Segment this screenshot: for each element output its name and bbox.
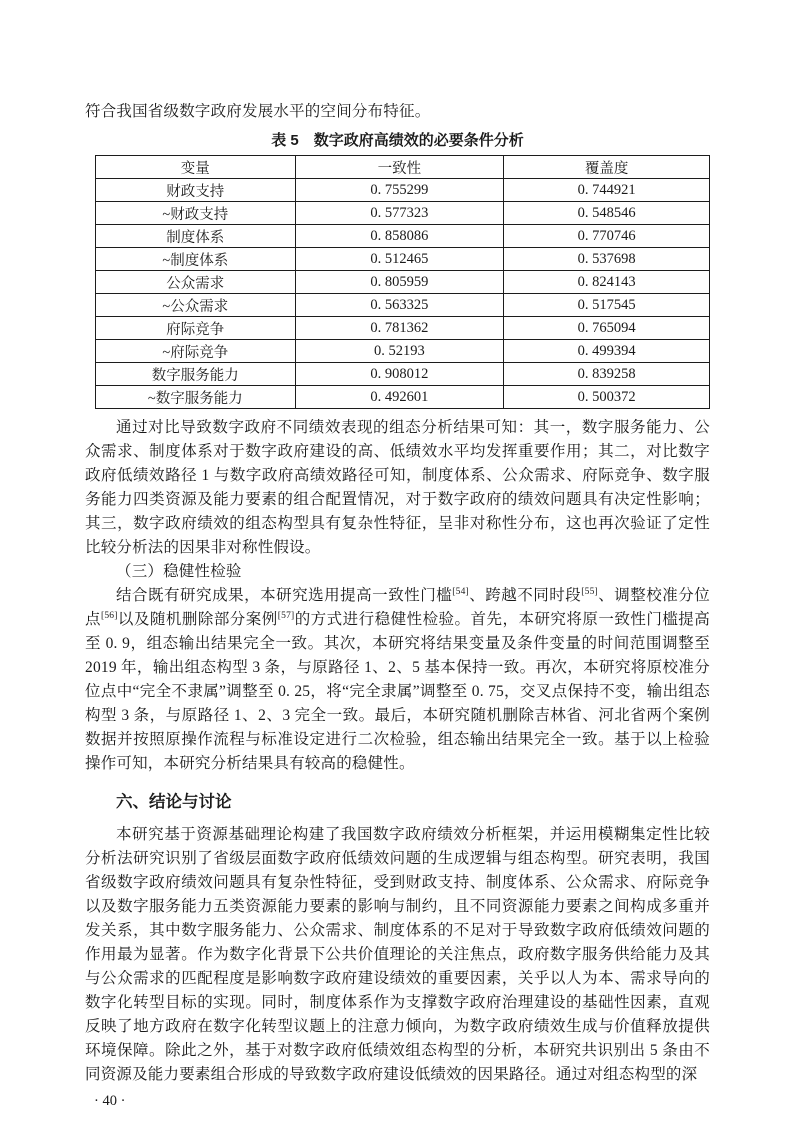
col-header-coverage: 覆盖度 xyxy=(504,156,710,179)
table-row xyxy=(96,363,710,386)
table-row xyxy=(96,294,710,317)
cell-variable: ~财政支持 xyxy=(96,202,296,225)
robustness-text-segment: 、跨越不同时段 xyxy=(468,587,582,604)
citation-ref-56: [56] xyxy=(100,610,118,621)
robustness-text-segment: 结合既有研究成果，本研究选用提高一致性门槛 xyxy=(116,587,453,604)
cell-consistency: 0. 512465 xyxy=(295,248,504,271)
cell-coverage: 0. 548546 xyxy=(504,202,710,225)
cell-variable: ~制度体系 xyxy=(96,248,296,271)
cell-consistency: 0. 858086 xyxy=(295,225,504,248)
cell-consistency: 0. 781362 xyxy=(295,317,504,340)
robustness-text-segment: 以及随机删除部分案例 xyxy=(117,611,278,628)
col-header-consistency: 一致性 xyxy=(295,156,504,179)
necessity-analysis-table xyxy=(95,155,710,409)
page-number: · 40 · xyxy=(94,1093,126,1109)
table-row xyxy=(96,386,710,409)
cell-variable: 数字服务能力 xyxy=(96,363,296,386)
table-header-row xyxy=(96,156,710,179)
cell-variable: 公众需求 xyxy=(96,271,296,294)
cell-variable: ~公众需求 xyxy=(96,294,296,317)
robustness-text-segment: 、调整校准分位点 xyxy=(85,587,711,628)
cell-coverage: 0. 537698 xyxy=(504,248,710,271)
cell-coverage: 0. 744921 xyxy=(504,179,710,202)
table-title: 表 5 数字政府高绩效的必要条件分析 xyxy=(271,132,524,149)
cell-coverage: 0. 517545 xyxy=(504,294,710,317)
cell-consistency: 0. 577323 xyxy=(295,202,504,225)
table-row xyxy=(96,248,710,271)
cell-variable: 制度体系 xyxy=(96,225,296,248)
robustness-text-segment: 的方式进行稳健性检验。首先，本研究将原一致性门槛提高至 0. 9，组态输出结果完全一致。其次，本研究将结果变量及条件变量的时间范围调整至 2019 年，输出组态构型 3 条，与原路径 1、2、5 基本保持一致。再次，本研究将原校准分位点中“完全不隶属”调整至 0. 25，将“完全隶属”调整至 0. 75，交叉点保持不变，输出组态构型 3 条，与原路径 1、2、3 完全一致。最后，本研究随机删除吉林省、河北省两个案例数据并按照原操作流程与标准设定进行二次检验，组态输出结果完全一致。基于以上检验操作可知，本研究分析结果具有较高的稳健性。 xyxy=(85,611,710,772)
cell-variable: ~府际竞争 xyxy=(96,340,296,363)
conclusion-section-heading: 六、结论与讨论 xyxy=(116,793,232,811)
cell-coverage: 0. 824143 xyxy=(504,271,710,294)
cell-variable: ~数字服务能力 xyxy=(96,386,296,409)
cell-consistency: 0. 52193 xyxy=(295,340,504,363)
cell-consistency: 0. 563325 xyxy=(295,294,504,317)
citation-ref-54: [54] xyxy=(452,586,469,597)
cell-variable: 府际竞争 xyxy=(96,317,296,340)
table-row xyxy=(96,271,710,294)
robustness-section-heading: （三）稳健性检验 xyxy=(116,563,242,580)
cell-coverage: 0. 499394 xyxy=(504,340,710,363)
cell-consistency: 0. 492601 xyxy=(295,386,504,409)
table-row xyxy=(96,225,710,248)
cell-coverage: 0. 765094 xyxy=(504,317,710,340)
cell-consistency: 0. 755299 xyxy=(295,179,504,202)
robustness-paragraph xyxy=(85,584,710,776)
citation-ref-57: [57] xyxy=(277,610,295,621)
citation-ref-55: [55] xyxy=(581,586,598,597)
col-header-variable: 变量 xyxy=(96,156,296,179)
table-row xyxy=(96,179,710,202)
table-row xyxy=(96,202,710,225)
table-row xyxy=(96,317,710,340)
cell-variable: 财政支持 xyxy=(96,179,296,202)
cell-coverage: 0. 839258 xyxy=(504,363,710,386)
cell-coverage: 0. 500372 xyxy=(504,386,710,409)
cell-consistency: 0. 805959 xyxy=(295,271,504,294)
page-content xyxy=(85,100,710,1112)
analysis-paragraph: 通过对比导致数字政府不同绩效表现的组态分析结果可知：其一，数字服务能力、公众需求、制度体系对于数字政府建设的高、低绩效水平均发挥重要作用；其二，对比数字政府低绩效路径 1 与数字政府高绩效路径可知，制度体系、公众需求、府际竞争、数字服务能力四类资源及能力要素的组合配置情况，对于数字政府的绩效问题具有决定性影响；其三，数字政府绩效的组态构型具有复杂性特征，呈非对称性分布，这也再次验证了定性比较分析法的因果非对称性假设。 xyxy=(85,419,710,556)
intro-line: 符合我国省级数字政府发展水平的空间分布特征。 xyxy=(85,103,431,120)
table-row xyxy=(96,340,710,363)
cell-consistency: 0. 908012 xyxy=(295,363,504,386)
conclusion-paragraph: 本研究基于资源基础理论构建了我国数字政府绩效分析框架，并运用模糊集定性比较分析法研究识别了省级层面数字政府低绩效问题的生成逻辑与组态构型。研究表明，我国省级数字政府绩效问题具有复杂性特征，受到财政支持、制度体系、公众需求、府际竞争以及数字服务能力五类资源能力要素的影响与制约，且不同资源能力要素之间构成多重并发关系，其中数字服务能力、公众需求、制度体系的不足对于导致数字政府低绩效问题的作用最为显著。作为数字化背景下公共价值理论的关注焦点，政府数字服务供给能力及其与公众需求的匹配程度是影响数字政府建设绩效的重要因素，关乎以人为本、需求导向的数字化转型目标的实现。同时，制度体系作为支撑数字政府治理建设的基础性因素，直观反映了地方政府在数字化转型议题上的注意力倾向，为数字政府绩效生成与价值释放提供环境保障。除此之外，基于对数字政府低绩效组态构型的分析，本研究共识别出 5 条由不同资源及能力要素组合形成的导致数字政府建设低绩效的因果路径。通过对组态构型的深 xyxy=(85,826,710,1083)
cell-coverage: 0. 770746 xyxy=(504,225,710,248)
